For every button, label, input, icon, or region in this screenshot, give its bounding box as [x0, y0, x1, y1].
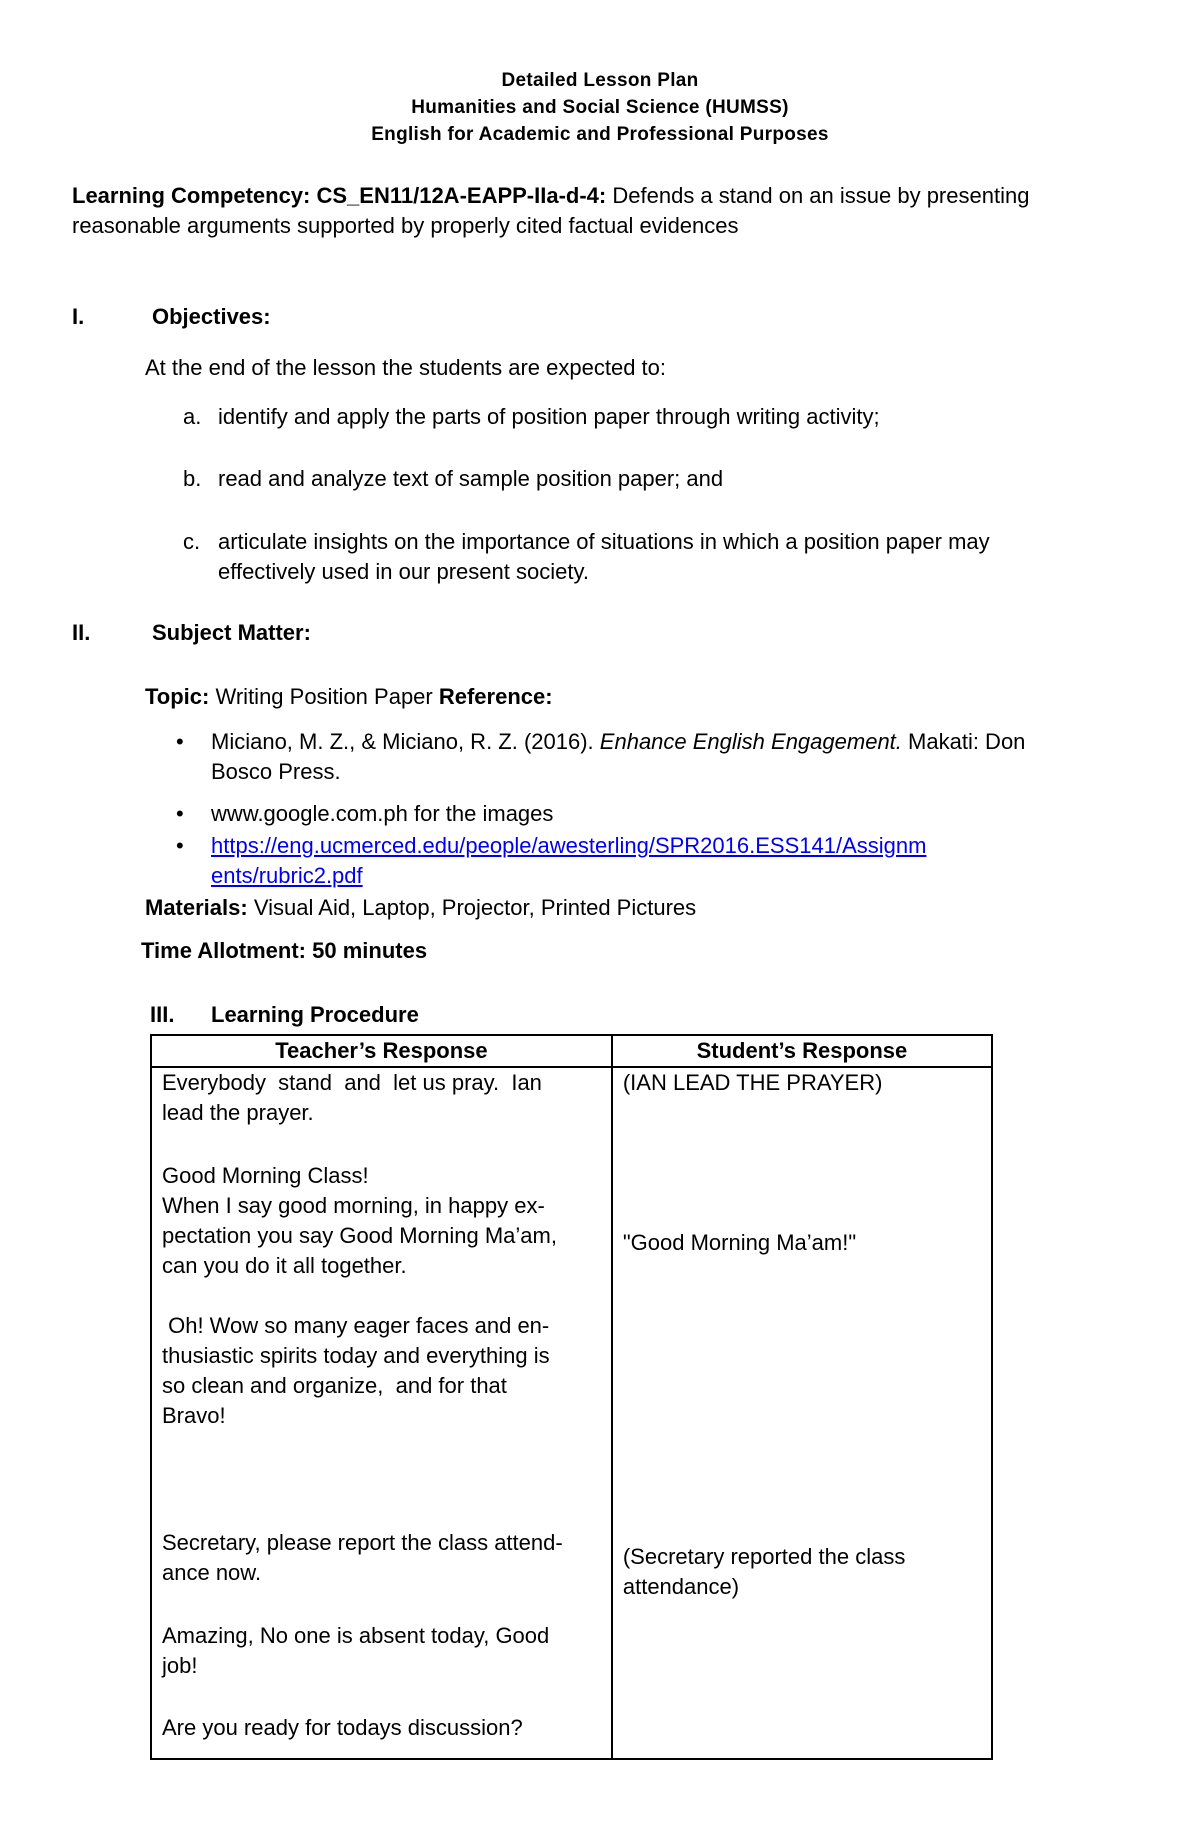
competency-line-2: reasonable arguments supported by properly cited factual evidences: [72, 213, 739, 238]
reference-item-continued: Bosco Press.: [211, 759, 341, 784]
objectives-heading: Objectives:: [152, 304, 271, 329]
competency-line-1: [72, 181, 1029, 211]
student-line: (Secretary reported the class: [622, 1544, 906, 1569]
document-subject: English for Academic and Professional Purposes: [371, 124, 829, 145]
objective-marker: b.: [183, 466, 202, 491]
materials-label: Materials:: [145, 895, 248, 920]
teacher-line: Amazing, No one is absent today, Good: [162, 1623, 550, 1648]
teacher-line: lead the prayer.: [162, 1100, 314, 1125]
table-header-row: [151, 1035, 992, 1067]
student-line: attendance): [622, 1574, 740, 1599]
reference-authors: Miciano, M. Z., & Miciano, R. Z. (2016).: [211, 729, 594, 754]
objective-item: read and analyze text of sample position paper; and: [218, 466, 724, 491]
objective-item: identify and apply the parts of position paper through writing activity;: [218, 404, 880, 429]
reference-item: [211, 727, 1025, 757]
objective-item: articulate insights on the importance of situations in which a position paper may: [218, 529, 990, 554]
teacher-line: ance now.: [162, 1560, 262, 1585]
materials-value: Visual Aid, Laptop, Projector, Printed Pictures: [253, 895, 697, 920]
reference-link[interactable]: https://eng.ucmerced.edu/people/awesterling/SPR2016.ESS141/Assignm: [211, 833, 927, 858]
objective-marker: a.: [183, 404, 202, 429]
objectives-intro: At the end of the lesson the students are expected to:: [145, 355, 667, 380]
teacher-line: Good Morning Class!: [162, 1163, 369, 1188]
document-title: Detailed Lesson Plan: [501, 70, 699, 91]
student-line: (IAN LEAD THE PRAYER): [622, 1070, 883, 1095]
objectives-numeral: I.: [72, 304, 85, 329]
competency-text: Defends a stand on an issue by presenting: [612, 183, 1030, 208]
student-response-cell: [612, 1067, 992, 1759]
subject-matter-heading: Subject Matter:: [152, 620, 311, 645]
teacher-line: Bravo!: [162, 1403, 226, 1428]
procedure-heading: Learning Procedure: [211, 1002, 419, 1027]
teacher-line: Oh! Wow so many eager faces and en-: [162, 1313, 550, 1338]
competency-label: Learning Competency: CS_EN11/12A-EAPP-IIa-d-4:: [72, 183, 607, 208]
time-allotment: Time Allotment: 50 minutes: [141, 938, 428, 963]
teacher-line: Everybody stand and let us pray. Ian: [162, 1070, 542, 1095]
teacher-line: so clean and organize, and for that: [162, 1373, 507, 1398]
procedure-table: [150, 1034, 993, 1760]
subject-matter-numeral: II.: [72, 620, 91, 645]
student-column-header: Student’s Response: [612, 1035, 992, 1067]
objective-marker: c.: [183, 529, 201, 554]
table-row: [151, 1067, 992, 1759]
objective-item-continued: effectively used in our present society.: [218, 559, 589, 584]
student-line: "Good Morning Ma’am!": [622, 1230, 857, 1255]
reference-book-title: Enhance English Engagement.: [599, 729, 902, 754]
materials-line: [145, 893, 696, 923]
bullet: •: [176, 729, 184, 754]
bullet: •: [176, 801, 184, 826]
teacher-line: When I say good morning, in happy ex-: [162, 1193, 545, 1218]
reference-item: www.google.com.ph for the images: [211, 801, 554, 826]
reference-label: Reference:: [438, 684, 553, 709]
teacher-line: thusiastic spirits today and everything is: [162, 1343, 550, 1368]
teacher-line: can you do it all together.: [162, 1253, 407, 1278]
procedure-numeral: III.: [150, 1002, 175, 1027]
document-strand: Humanities and Social Science (HUMSS): [411, 97, 789, 118]
topic-line: [145, 682, 553, 712]
reference-link-continued[interactable]: ents/rubric2.pdf: [211, 863, 363, 888]
reference-publisher: Makati: Don: [908, 729, 1026, 754]
topic-label: Topic:: [145, 684, 210, 709]
teacher-line: Are you ready for todays discussion?: [162, 1715, 523, 1740]
teacher-line: Secretary, please report the class attend-: [162, 1530, 563, 1555]
topic-value: Writing Position Paper: [215, 684, 433, 709]
teacher-column-header: Teacher’s Response: [151, 1035, 612, 1067]
teacher-line: job!: [162, 1653, 198, 1678]
teacher-line: pectation you say Good Morning Ma’am,: [162, 1223, 557, 1248]
bullet: •: [176, 833, 184, 858]
teacher-response-cell: [151, 1067, 612, 1759]
